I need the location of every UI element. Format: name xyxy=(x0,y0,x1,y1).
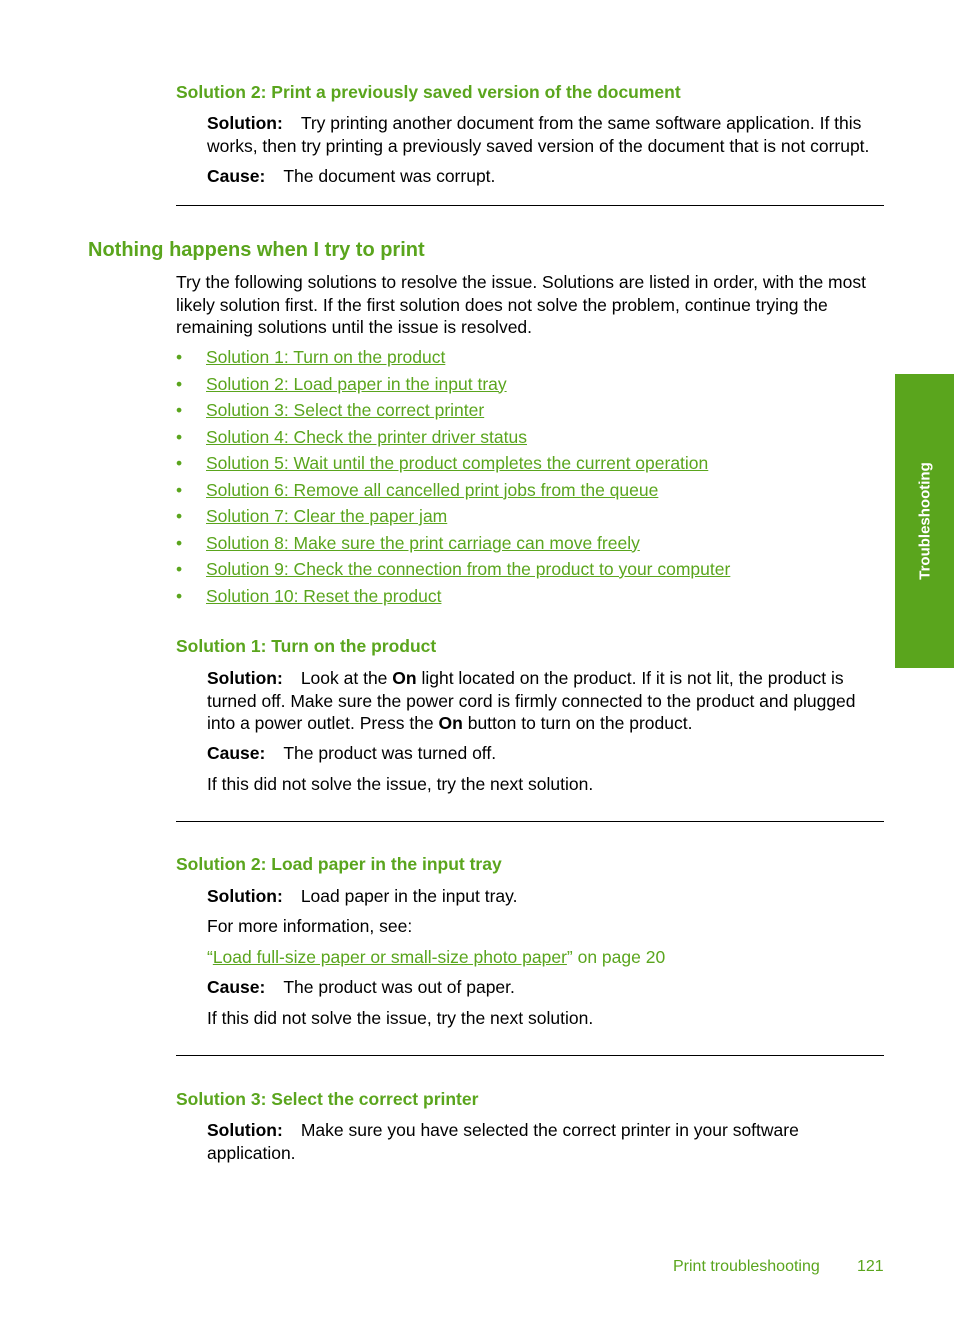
list-item xyxy=(176,479,730,506)
cause-label: Cause: xyxy=(207,166,266,186)
section-heading: Nothing happens when I try to print xyxy=(88,239,425,261)
solution-2-heading: Solution 2: Load paper in the input tray xyxy=(176,854,502,874)
solution-text-part: light located on the product. If it is not lit, the product is turned off. Make sure the power cord is firmly connected to the product and plugged into a power outlet. Press the xyxy=(207,668,856,733)
list-item xyxy=(176,505,730,532)
solution-text: Make sure you have selected the correct printer in your software application. xyxy=(207,1120,799,1163)
bullet-icon: • xyxy=(176,532,183,553)
solution-label: Solution: xyxy=(207,668,283,688)
cause-text: The document was corrupt. xyxy=(283,166,496,186)
solution-link-1[interactable]: Solution 1: Turn on the product xyxy=(206,347,446,367)
prev-cause-paragraph xyxy=(207,165,495,188)
bullet-icon: • xyxy=(176,400,183,420)
list-item xyxy=(176,399,730,426)
solution-link-10[interactable]: Solution 10: Reset the product xyxy=(206,585,442,606)
solution-label: Solution: xyxy=(207,113,283,133)
load-paper-link[interactable]: Load full-size paper or small-size photo paper xyxy=(212,947,567,967)
bullet-icon: • xyxy=(176,585,183,606)
troubleshooting-tab xyxy=(895,374,954,668)
open-quote: “ xyxy=(207,947,213,967)
solution-1-paragraph xyxy=(207,667,887,735)
tab-label: Troubleshooting xyxy=(916,462,933,580)
solution-3-heading: Solution 3: Select the correct printer xyxy=(176,1089,479,1109)
solution-label: Solution: xyxy=(207,1120,283,1140)
list-item xyxy=(176,532,730,559)
list-item xyxy=(176,585,730,612)
bullet-icon: • xyxy=(176,479,183,500)
bullet-icon: • xyxy=(176,559,183,579)
intro-paragraph: Try the following solutions to resolve the issue. Solutions are listed in order, with the most likely solution first. If the first solution does not solve the problem, continue trying the remaining solutions until the issue is resolved. xyxy=(176,272,866,337)
solution-link-8[interactable]: Solution 8: Make sure the print carriage can move freely xyxy=(206,532,640,553)
solution-2-cause xyxy=(207,976,515,999)
solution-text-part: button to turn on the product. xyxy=(462,713,693,733)
bullet-icon: • xyxy=(176,373,183,394)
solution-text-part: Look at the xyxy=(300,668,393,688)
solution-1-next: If this did not solve the issue, try the next solution. xyxy=(207,774,594,794)
footer-section-name: Print troubleshooting xyxy=(673,1258,820,1275)
bullet-icon: • xyxy=(176,347,183,367)
solution-link-7[interactable]: Solution 7: Clear the paper jam xyxy=(206,506,448,526)
cause-text: The product was out of paper. xyxy=(283,977,515,997)
solution-link-3[interactable]: Solution 3: Select the correct printer xyxy=(206,400,485,420)
cross-reference xyxy=(207,946,665,969)
list-item xyxy=(176,426,730,453)
list-item xyxy=(176,373,730,400)
solution-1-heading: Solution 1: Turn on the product xyxy=(176,636,437,656)
bullet-icon: • xyxy=(176,426,183,447)
on-keyword: On xyxy=(392,668,417,688)
list-item xyxy=(176,452,730,479)
list-item xyxy=(176,346,730,373)
solution-link-4[interactable]: Solution 4: Check the printer driver status xyxy=(206,426,527,447)
solution-text: Load paper in the input tray. xyxy=(300,886,518,906)
on-keyword: On xyxy=(438,713,463,733)
page-number: 121 xyxy=(857,1258,884,1275)
bullet-icon: • xyxy=(176,506,183,526)
bullet-icon: • xyxy=(176,453,183,473)
prev-solution-heading: Solution 2: Print a previously saved version of the document xyxy=(176,82,681,102)
divider xyxy=(176,1055,884,1056)
cause-label: Cause: xyxy=(207,977,266,997)
solution-3-paragraph xyxy=(207,1119,887,1164)
solution-2-next: If this did not solve the issue, try the next solution. xyxy=(207,1008,594,1028)
prev-solution-paragraph xyxy=(207,112,887,157)
cause-text: The product was turned off. xyxy=(283,743,497,763)
solution-1-cause xyxy=(207,742,496,765)
page-reference: ” on page 20 xyxy=(566,947,666,967)
solution-text: Try printing another document from the same software application. If this works, then try printing a previously saved version of the document that is not corrupt. xyxy=(207,113,870,156)
solutions-list xyxy=(176,346,730,611)
solution-link-2[interactable]: Solution 2: Load paper in the input tray xyxy=(206,373,507,394)
list-item xyxy=(176,558,730,585)
divider xyxy=(176,821,884,822)
solution-link-5[interactable]: Solution 5: Wait until the product completes the current operation xyxy=(206,453,709,473)
solution-label: Solution: xyxy=(207,886,283,906)
solution-link-6[interactable]: Solution 6: Remove all cancelled print jobs from the queue xyxy=(206,479,659,500)
more-info-text: For more information, see: xyxy=(207,916,413,936)
solution-2-paragraph xyxy=(207,885,517,908)
cause-label: Cause: xyxy=(207,743,266,763)
divider xyxy=(176,205,884,206)
solution-link-9[interactable]: Solution 9: Check the connection from the product to your computer xyxy=(206,559,731,579)
